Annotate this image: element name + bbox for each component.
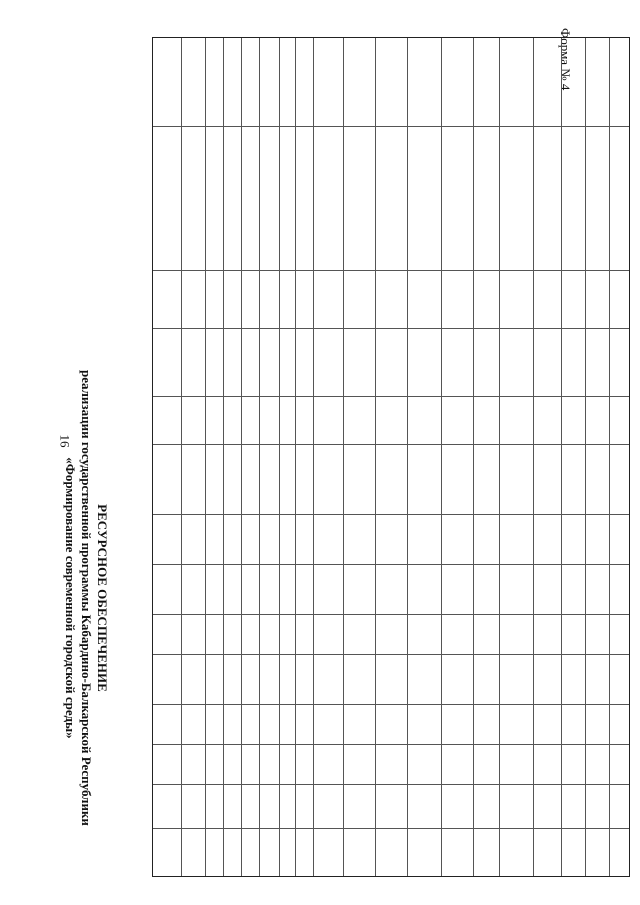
table-column-rule (343, 38, 344, 876)
table-column-rule (561, 38, 562, 876)
table-column-rule (473, 38, 474, 876)
table-column-rule (181, 38, 182, 876)
table-column-rule (259, 38, 260, 876)
table-column-rule (295, 38, 296, 876)
document-heading (62, 370, 110, 826)
table-column-rule (205, 38, 206, 876)
heading-line-3: «Формирование современной городской среды» (63, 457, 78, 739)
table-row-rule (153, 614, 629, 615)
table-column-rule (499, 38, 500, 876)
table-column-rule (533, 38, 534, 876)
resource-table (152, 37, 630, 877)
table-row-rule (153, 514, 629, 515)
table-column-rule (223, 38, 224, 876)
table-column-rule (279, 38, 280, 876)
table-row-rule (153, 396, 629, 397)
table-row-rule (153, 444, 629, 445)
table-column-rule (407, 38, 408, 876)
heading-line-2: реализации государственной программы Кабардино-Балкарской Республики (79, 370, 94, 826)
table-row-rule (153, 564, 629, 565)
table-row-rule (153, 328, 629, 329)
table-row-rule (153, 270, 629, 271)
table-column-rule (585, 38, 586, 876)
table-column-rule (609, 38, 610, 876)
page-number: 16 (57, 434, 73, 448)
table-column-rule (441, 38, 442, 876)
table-row-rule (153, 784, 629, 785)
table-row-rule (153, 126, 629, 127)
heading-line-1: РЕСУРСНОЕ ОБЕСПЕЧЕНИЕ (95, 504, 110, 692)
table-row-rule (153, 828, 629, 829)
form-label: Форма № 4 (558, 28, 573, 91)
table-row-rule (153, 744, 629, 745)
table-row-rule (153, 654, 629, 655)
table-row-rule (153, 704, 629, 705)
table-column-rule (241, 38, 242, 876)
table-column-rule (375, 38, 376, 876)
table-column-rule (313, 38, 314, 876)
